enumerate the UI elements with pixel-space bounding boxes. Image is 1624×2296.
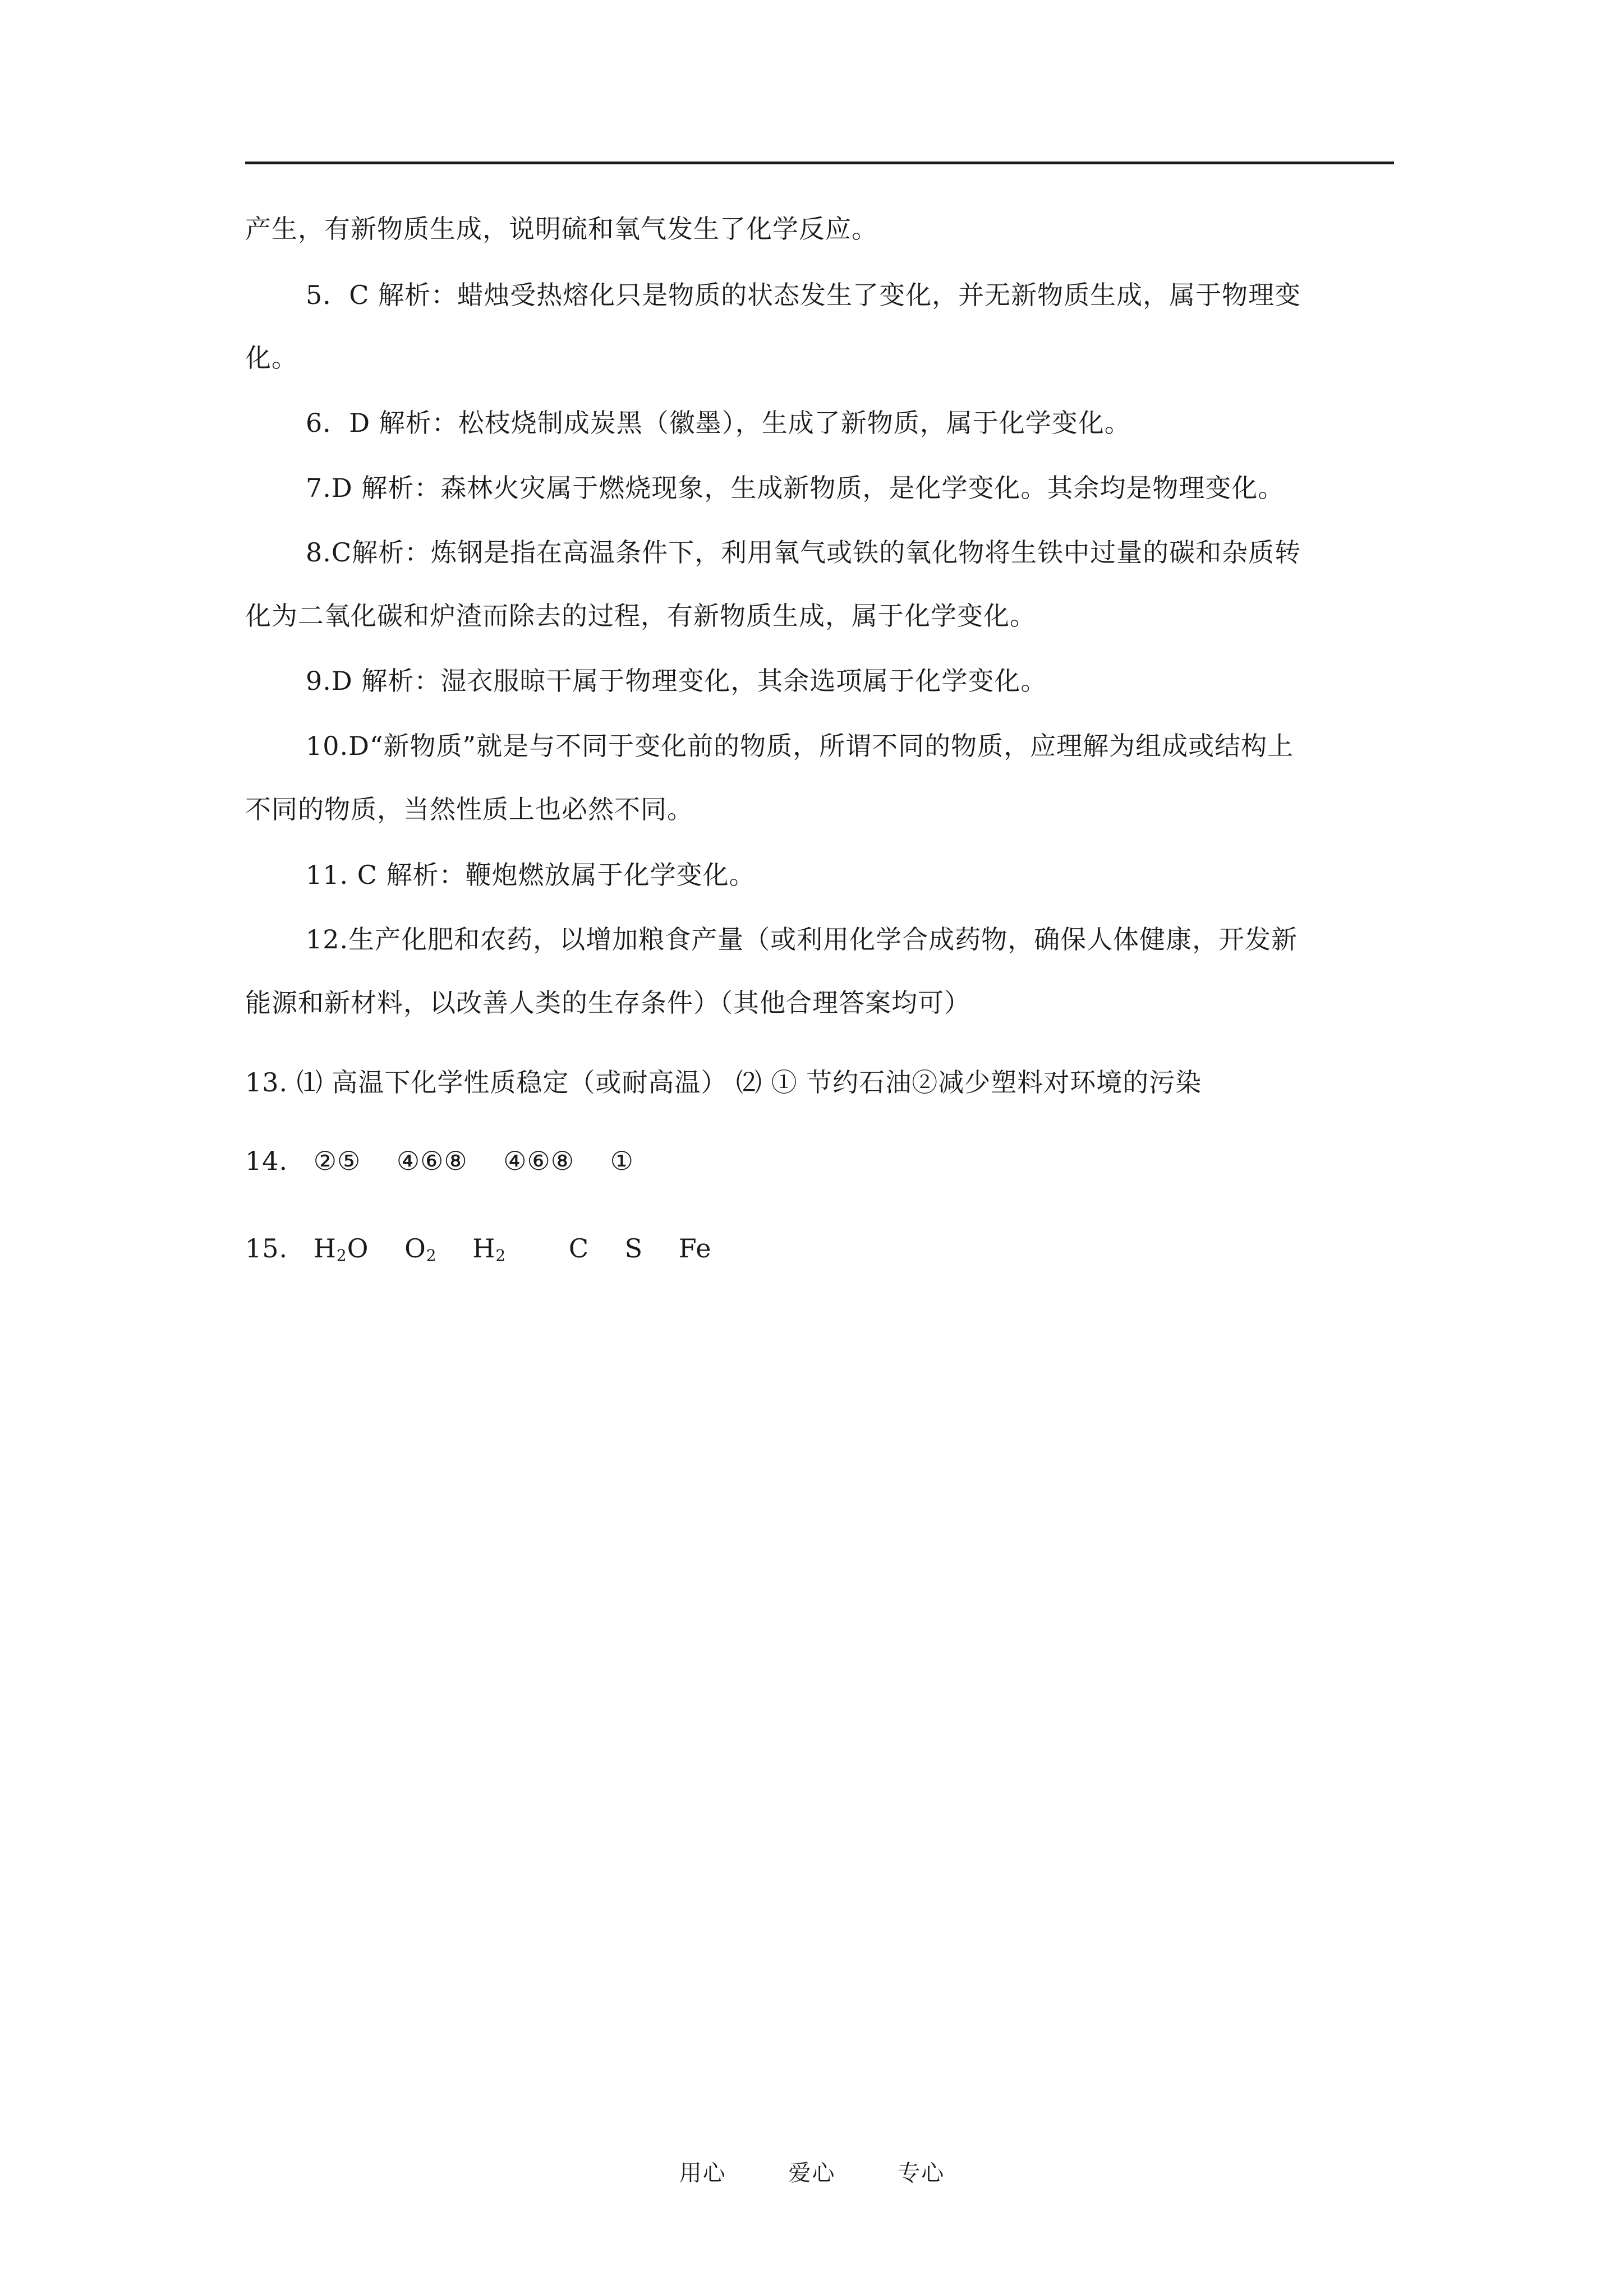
answer-14-item: ④⑥⑧ [396,1146,468,1176]
answer-10-line1: 10.D“新物质”就是与不同于变化前的物质，所谓不同的物质，应理解为组成或结构上 [306,731,1294,761]
answer-4-continued: 产生，有新物质生成，说明硫和氧气发生了化学反应。 [245,214,878,244]
answer-14-item: ②⑤ [313,1146,361,1176]
formula-fe: Fe [678,1233,712,1264]
answer-14-item: ① [610,1146,634,1176]
answer-6: 6．D 解析：松枝烧制成炭黑（徽墨），生成了新物质，属于化学变化。 [306,408,1131,438]
page-footer [0,2159,1624,2187]
footer-right: 专心 [898,2160,945,2186]
answer-12-line2: 能源和新材料，以改善人类的生存条件）（其他合理答案均可） [245,988,970,1018]
header-rule [245,162,1394,164]
footer-left: 用心 [679,2160,726,2186]
formula-h2o: $H_2O$ [313,1233,369,1265]
answer-14-number: 14. [245,1146,288,1176]
answer-15-number: 15. [245,1233,288,1264]
formula-s: S [624,1233,643,1264]
answer-5-line1: 5．C 解析：蜡烛受热熔化只是物质的状态发生了变化，并无新物质生成，属于物理变 [306,280,1301,310]
answer-9: 9.D 解析：湿衣服晾干属于物理变化，其余选项属于化学变化。 [306,666,1047,696]
formula-c: C [568,1233,590,1264]
answer-7: 7.D 解析：森林火灾属于燃烧现象，生成新物质，是化学变化。其余均是物理变化。 [306,473,1285,503]
answer-8-line1: 8.C解析：炼钢是指在高温条件下，利用氧气或铁的氧化物将生铁中过量的碳和杂质转 [306,537,1301,568]
formula-o2: $O_2$ [404,1233,437,1265]
footer-middle: 爱心 [788,2160,836,2186]
answer-14 [245,1144,634,1178]
answer-14-item: ④⑥⑧ [503,1146,574,1176]
answer-15 [245,1232,711,1273]
answer-8-line2: 化为二氧化碳和炉渣而除去的过程，有新物质生成，属于化学变化。 [245,601,1036,631]
answer-12-line1: 12.生产化肥和农药，以增加粮食产量（或利用化学合成药物，确保人体健康，开发新 [306,924,1298,955]
formula-h2: $H_2$ [472,1233,507,1265]
answer-10-line2: 不同的物质，当然性质上也必然不同。 [245,794,693,824]
answer-11: 11. C 解析：鞭炮燃放属于化学变化。 [306,860,756,890]
answer-5-line2: 化。 [245,343,298,373]
answer-13: 13. ⑴ 高温下化学性质稳定（或耐高温） ⑵ ① 节约石油②减少塑料对环境的污染 [245,1067,1202,1098]
